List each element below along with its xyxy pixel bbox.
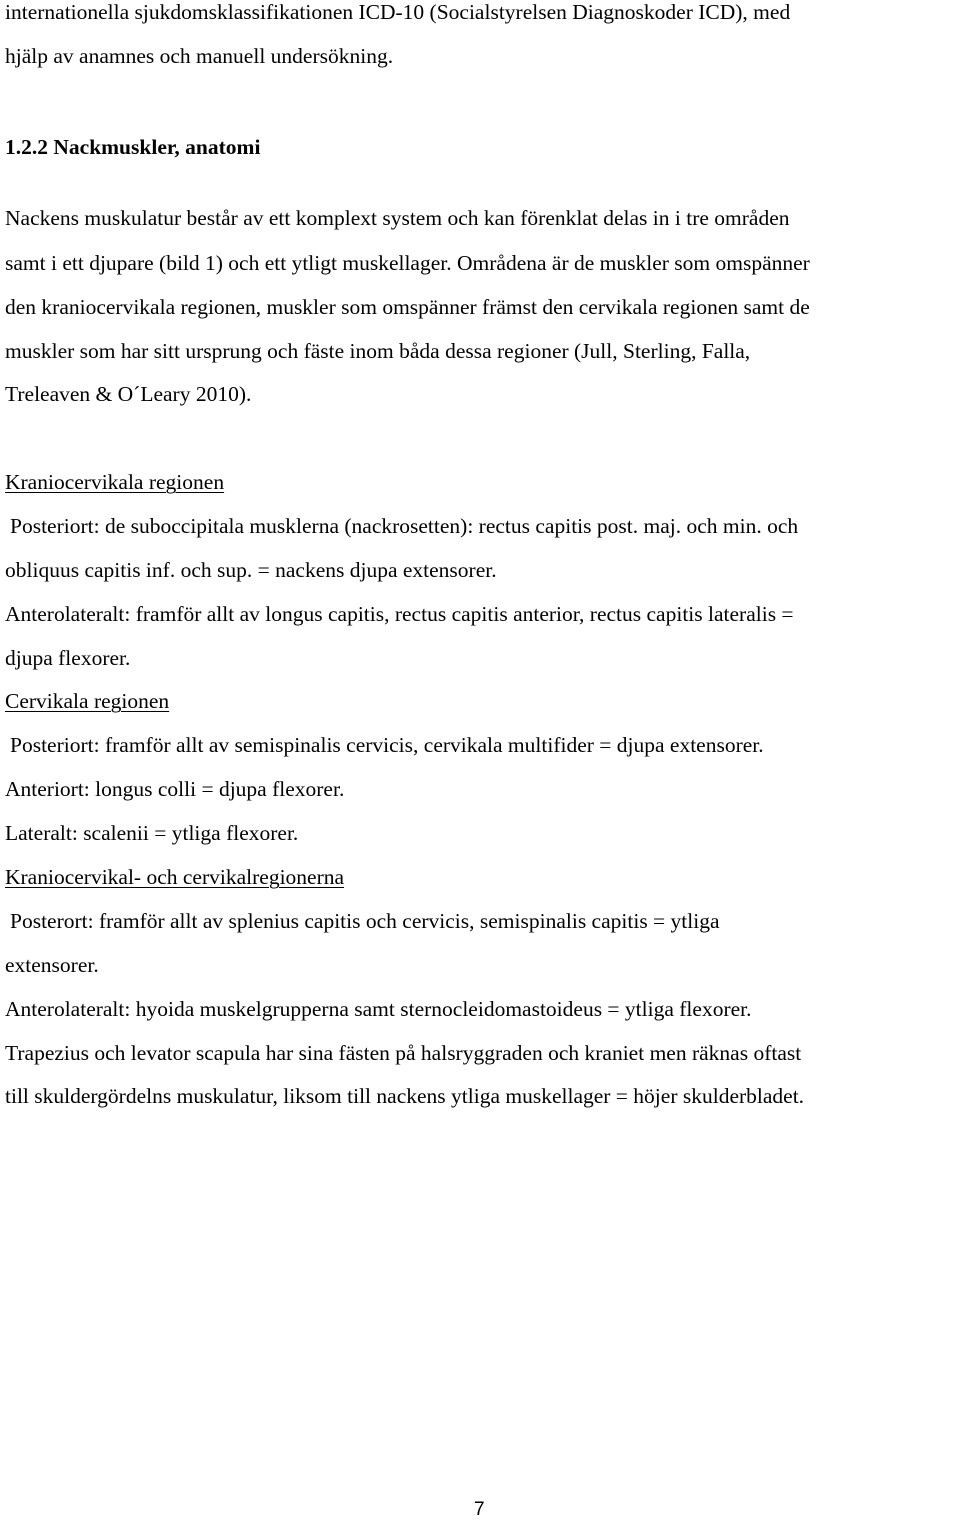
paragraph-line: till skuldergördelns muskulatur, liksom till nackens ytliga muskellager = höjer skulderbladet. [5,1084,805,1108]
paragraph-line: Anteriort: longus colli = djupa flexorer. [5,777,345,801]
paragraph-line: Posteriort: framför allt av semispinalis cervicis, cervikala multifider = djupa extensorer. [10,733,764,757]
page-number: 7 [474,1499,485,1520]
paragraph-line: djupa flexorer. [5,646,131,670]
paragraph-line: Posterort: framför allt av splenius capitis och cervicis, semispinalis capitis = ytliga [10,909,720,933]
paragraph-line: Nackens muskulatur består av ett komplext system och kan förenklat delas in i tre områden [5,206,790,230]
paragraph-line: Treleaven & O´Leary 2010). [5,382,252,406]
intro-line: internationella sjukdomsklassifikationen ICD-10 (Socialstyrelsen Diagnoskoder ICD), med [5,0,791,24]
paragraph-line: Posteriort: de suboccipitala musklerna (nackrosetten): rectus capitis post. maj. och min. och [10,514,799,538]
intro-line: hjälp av anamnes och manuell undersökning. [5,44,394,68]
paragraph-line: obliquus capitis inf. och sup. = nackens djupa extensorer. [5,558,497,582]
subsection-title-cervikala: Cervikala regionen [5,689,170,713]
section-heading: 1.2.2 Nackmuskler, anatomi [5,135,261,159]
paragraph-line: extensorer. [5,953,99,977]
paragraph-line: Anterolateralt: framför allt av longus capitis, rectus capitis anterior, rectus capitis lateralis = [5,602,794,626]
subsection-title-combined: Kraniocervikal- och cervikalregionerna [5,865,345,889]
paragraph-line: Trapezius och levator scapula har sina fästen på halsryggraden och kraniet men räknas oftast [5,1041,802,1065]
paragraph-line: den kraniocervikala regionen, muskler som omspänner främst den cervikala regionen samt de [5,295,810,319]
paragraph-line: samt i ett djupare (bild 1) och ett ytligt muskellager. Områdena är de muskler som omspänner [5,251,810,275]
paragraph-line: muskler som har sitt ursprung och fäste inom båda dessa regioner (Jull, Sterling, Falla, [5,339,751,363]
subsection-title-kraniocervikala: Kraniocervikala regionen [5,470,225,494]
paragraph-line: Anterolateralt: hyoida muskelgrupperna samt sternocleidomastoideus = ytliga flexorer. [5,997,752,1021]
paragraph-line: Lateralt: scalenii = ytliga flexorer. [5,821,299,845]
